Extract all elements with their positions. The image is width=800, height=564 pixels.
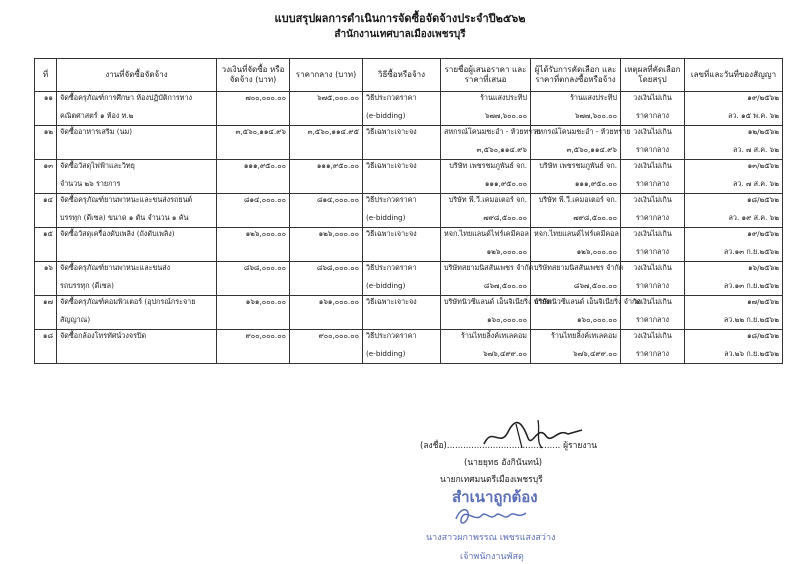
cell-no xyxy=(35,126,57,160)
cell-bidder-line1: บริษัทนิวซีแลนด์ เอ็นจิเนียริ่ง จำกัด xyxy=(444,297,552,306)
cell-bidder xyxy=(441,262,534,296)
cell-budget xyxy=(217,330,290,364)
cell-budget-line1: ๓,๕๖๐,๑๑๔.๙๖ xyxy=(235,127,286,136)
cell-reason-line1: วงเงินไม่เกิน xyxy=(633,229,672,238)
cell-contract-line2: ลว. ๑๕ พ.ค. ๖๒ xyxy=(728,111,779,120)
cell-method-line1: วิธีเฉพาะเจาะจง xyxy=(366,161,417,170)
col-header-budget: วงเงินที่จัดซื้อ หรือจัดจ้าง (บาท) xyxy=(217,59,290,92)
cell-no xyxy=(35,228,57,262)
cell-no xyxy=(35,194,57,228)
cell-winner xyxy=(531,126,631,160)
cell-winner-line1: บริษัท เพชรชมภูพันธ์ จก. xyxy=(539,161,617,170)
cell-bidder-line1: บริษัท เพชรชมภูพันธ์ จก. xyxy=(449,161,527,170)
cell-winner-line2: ๗๙๘,๕๐๐.๐๐ xyxy=(573,213,617,222)
cell-reason-line2: ราคากลาง xyxy=(635,349,670,358)
cell-bidder-line2: ๑๒๖,๐๐๐.๐๐ xyxy=(486,247,527,256)
cell-no-line1: ๑๖ xyxy=(43,263,53,272)
cell-bidder xyxy=(441,126,541,160)
cell-contract xyxy=(685,92,783,126)
cell-winner-line2: ๘๖๗,๕๐๐.๐๐ xyxy=(573,281,617,290)
cell-bidder-line2: ๑๑๑,๙๕๐.๐๐ xyxy=(484,179,527,188)
cell-ref-price xyxy=(290,160,363,194)
cell-budget-line1: ๑๑๑,๙๕๐.๐๐ xyxy=(243,161,286,170)
cell-budget xyxy=(217,126,290,160)
cell-ref-price xyxy=(290,126,363,160)
cell-budget xyxy=(217,296,290,330)
cell-winner-line1: ร้านแสงประทีป xyxy=(570,93,617,102)
cell-item xyxy=(57,160,217,194)
cell-contract-line2: ลว.๒๒ ก.ย.๒๕๖๒ xyxy=(723,315,779,324)
cell-budget xyxy=(217,160,290,194)
cell-reason xyxy=(621,194,685,228)
cell-item-line2: บรรทุก (ดีเซล) ขนาด ๑ ตัน จำนวน ๑ คัน xyxy=(60,213,189,222)
cell-no-line1: ๑๗ xyxy=(43,297,53,306)
cell-no-line1: ๑๕ xyxy=(42,229,53,238)
cell-bidder-line1: บริษัทสยามนิสสันเพชร จำกัด xyxy=(444,263,534,272)
cell-ref-price xyxy=(290,228,363,262)
certifier-position: เจ้าพนักงานพัสดุ xyxy=(460,552,524,562)
table-row xyxy=(35,92,783,126)
cell-item-line2: รถบรรทุก (ดีเซล) xyxy=(60,281,114,290)
cell-method xyxy=(363,194,441,228)
cell-winner-line2: ๖๗๗,๖๐๐.๐๐ xyxy=(574,111,617,120)
cell-bidder-line2: ๓,๕๖๐,๑๑๔.๙๖ xyxy=(476,145,527,154)
col-header-contract: เลขที่และวันที่ของสัญญา xyxy=(685,59,783,92)
cell-budget xyxy=(217,92,290,126)
cell-budget-line1: ๘๖๘,๐๐๐.๐๐ xyxy=(243,263,286,272)
col-header-no: ที่ xyxy=(35,59,57,92)
cell-bidder-line1: หจก.ไทยแลนด์ไฟร์เคมีคอล xyxy=(444,229,529,238)
cell-contract xyxy=(685,262,783,296)
cell-item xyxy=(57,194,217,228)
cell-budget-line1: ๗๐๐,๐๐๐.๐๐ xyxy=(245,93,286,102)
col-header-bidders: รายชื่อผู้เสนอราคา และราคาที่เสนอ xyxy=(441,59,531,92)
cell-reason-line1: วงเงินไม่เกิน xyxy=(633,331,672,340)
cell-bidder xyxy=(441,296,552,330)
cell-reason-line2: ราคากลาง xyxy=(635,213,670,222)
cell-bidder xyxy=(441,330,531,364)
cell-ref-price xyxy=(290,330,363,364)
cell-winner xyxy=(531,160,621,194)
certified-copy-stamp: สำเนาถูกต้อง xyxy=(452,488,538,506)
cell-reason-line1: วงเงินไม่เกิน xyxy=(633,161,672,170)
table-row xyxy=(35,160,783,194)
cell-winner xyxy=(531,330,621,364)
cell-ref-price xyxy=(290,194,363,228)
cell-contract-line1: ๑๙/๒๕๖๒ xyxy=(747,229,779,238)
cell-method xyxy=(363,160,441,194)
cell-contract xyxy=(685,296,783,330)
cell-bidder-line1: ร้านแสงประทีป xyxy=(480,93,527,102)
table-row xyxy=(35,296,783,330)
cell-contract xyxy=(685,330,783,364)
cell-winner-line1: บริษัทสยามนิสสันเพชร จำกัด xyxy=(534,263,624,272)
signer-position: นายกเทศมนตรีเมืองเพชรบุรี xyxy=(440,475,543,485)
cell-item-line1: จัดซื้อวัสดุเครื่องดับเพลิง (ถังดับเพลิง) xyxy=(60,229,175,238)
page-subtitle: สำนักงานเทศบาลเมืองเพชรบุรี xyxy=(334,29,466,40)
cell-winner-line2: ๑๖๐,๐๐๐.๐๐ xyxy=(576,315,617,324)
cell-method-line1: วิธีประกวดราคา xyxy=(366,93,417,102)
cell-method xyxy=(363,228,441,262)
cell-item-line1: จัดซื้อครุภัณฑ์คอมพิวเตอร์ (อุปกรณ์กระจาย xyxy=(60,297,196,306)
cell-contract xyxy=(685,194,783,228)
cell-winner-line2: ๖๗๖,๔๙๙.๐๐ xyxy=(573,349,617,358)
cell-ref-price xyxy=(290,262,363,296)
cell-contract-line2: ลว.๑๓ ก.ย.๒๕๖๒ xyxy=(723,281,779,290)
cell-ref-price-line1: ๑๑๑,๙๕๐.๐๐ xyxy=(316,161,359,170)
cell-winner xyxy=(531,262,624,296)
cell-bidder-line2: ๘๖๗,๕๐๐.๐๐ xyxy=(483,281,527,290)
cell-method xyxy=(363,262,441,296)
cell-reason-line2: ราคากลาง xyxy=(635,247,670,256)
cell-no xyxy=(35,330,57,364)
cell-budget-line1: ๑๒๖,๐๐๐.๐๐ xyxy=(245,229,286,238)
cell-reason-line2: ราคากลาง xyxy=(635,281,670,290)
cell-contract xyxy=(685,160,783,194)
cell-item xyxy=(57,262,217,296)
cell-reason-line2: ราคากลาง xyxy=(635,145,670,154)
cell-no xyxy=(35,92,57,126)
cell-ref-price xyxy=(290,296,363,330)
cell-bidder xyxy=(441,160,531,194)
cell-method-line1: วิธีประกวดราคา xyxy=(366,331,417,340)
cell-reason xyxy=(621,228,685,262)
cell-reason-line1: วงเงินไม่เกิน xyxy=(633,93,672,102)
cell-item xyxy=(57,126,217,160)
cell-no xyxy=(35,296,57,330)
cell-budget-line1: ๑๖๑,๐๐๐.๐๐ xyxy=(245,297,286,306)
page-title: แบบสรุปผลการดำเนินการจัดซื้อจัดจ้างประจำปี๒๕๖๒ xyxy=(274,12,526,25)
handwritten-signature xyxy=(478,418,588,452)
cell-budget xyxy=(217,262,290,296)
col-header-reason: เหตุผลที่คัดเลือก โดยสรุป xyxy=(621,59,685,92)
cell-item-line1: จัดซื้ออาหารเสริม (นม) xyxy=(60,127,133,136)
cell-no-line1: ๑๔ xyxy=(42,195,53,204)
cell-reason-line2: ราคากลาง xyxy=(635,179,670,188)
cell-reason-line2: ราคากลาง xyxy=(635,111,670,120)
cell-bidder-line1: ร้านไทยลิ้งค์เทเลคอม xyxy=(460,331,527,340)
cell-contract-line2: ลว.๒๖ ก.ย.๒๕๖๒ xyxy=(724,349,779,358)
cell-reason xyxy=(621,126,685,160)
cell-winner-line2: ๓,๕๖๐,๑๑๔.๙๖ xyxy=(566,145,617,154)
cell-budget xyxy=(217,228,290,262)
cell-contract-line1: ๑๓/๒๕๖๒ xyxy=(747,161,779,170)
cell-contract xyxy=(685,228,783,262)
certifier-name: นางสาวผกาพรรณ เพชรแสงสว่าง xyxy=(426,533,556,543)
cell-method-line2: (e-bidding) xyxy=(366,213,406,222)
table-row xyxy=(35,126,783,160)
cell-method xyxy=(363,330,441,364)
cell-reason-line1: วงเงินไม่เกิน xyxy=(633,127,672,136)
cell-contract-line2: ลว. ๗ ส.ค. ๖๒ xyxy=(732,145,779,154)
cell-reason-line1: วงเงินไม่เกิน xyxy=(633,297,672,306)
table-header-row xyxy=(35,59,783,92)
cell-ref-price-line1: ๓,๕๖๐,๑๑๔.๙๕ xyxy=(307,127,359,136)
cell-contract-line1: ๑๙/๒๕๖๒ xyxy=(747,93,779,102)
cell-bidder-line1: บริษัท พี.วี.เคมอเตอร์ จก. xyxy=(448,195,527,204)
cell-contract-line2: ลว.๑๓ ก.ย.๒๕๖๒ xyxy=(723,247,779,256)
cell-contract-line1: ๑๘/๒๕๖๒ xyxy=(746,331,779,340)
col-header-winner: ผู้ได้รับการคัดเลือก และราคาที่ตกลงซื้อหรือจ้าง xyxy=(531,59,621,92)
signature-suffix: ผู้รายงาน xyxy=(563,441,598,451)
cell-ref-price-line1: ๑๒๖,๐๐๐.๐๐ xyxy=(318,229,359,238)
cell-winner-line1: ร้านไทยลิ้งค์เทเลคอม xyxy=(550,331,617,340)
table-row xyxy=(35,262,783,296)
cell-method-line1: วิธีเฉพาะเจาะจง xyxy=(366,229,417,238)
cell-item-line1: จัดซื้อกล้องโทรทัศน์วงจรปิด xyxy=(60,331,147,340)
cell-method xyxy=(363,296,441,330)
cell-bidder-line2: ๑๖๐,๐๐๐.๐๐ xyxy=(486,315,527,324)
cell-winner-line1: สหกรณ์โคนมชะอำ - ห้วยทราย xyxy=(534,127,631,136)
cell-bidder xyxy=(441,228,531,262)
cell-method-line1: วิธีเฉพาะเจาะจง xyxy=(366,297,417,306)
cell-budget-line1: ๙๐๐,๐๐๐.๐๐ xyxy=(245,331,286,340)
cell-method-line2: (e-bidding) xyxy=(366,349,406,358)
cell-method xyxy=(363,92,441,126)
cell-item xyxy=(57,330,217,364)
cell-item-line1: จัดซื้อครุภัณฑ์การศึกษา ห้องปฏิบัติการทาง xyxy=(60,93,193,102)
cell-no xyxy=(35,160,57,194)
cell-ref-price xyxy=(290,92,363,126)
cell-budget-line1: ๘๑๔,๐๐๐.๐๐ xyxy=(243,195,286,204)
cell-no-line1: ๑๑ xyxy=(43,93,53,102)
cell-no-line1: ๑๒ xyxy=(43,127,53,136)
cell-method xyxy=(363,126,441,160)
cell-ref-price-line1: ๑๖๑,๐๐๐.๐๐ xyxy=(318,297,359,306)
cell-bidder xyxy=(441,92,531,126)
cell-bidder-line1: สหกรณ์โคนมชะอำ - ห้วยทราย xyxy=(444,127,541,136)
cell-item-line2: คณิตศาสตร์ ๑ ห้อง ท.๒ xyxy=(60,111,134,120)
cell-winner-line2: ๑๒๖,๐๐๐.๐๐ xyxy=(576,247,617,256)
cell-contract-line1: ๑๒/๒๕๖๒ xyxy=(747,127,779,136)
cell-reason xyxy=(621,262,685,296)
cell-no-line1: ๑๘ xyxy=(42,331,53,340)
table-row xyxy=(35,228,783,262)
cell-method-line1: วิธีเฉพาะเจาะจง xyxy=(366,127,417,136)
cell-winner-line2: ๑๑๑,๙๕๐.๐๐ xyxy=(574,179,617,188)
cell-reason-line1: วงเงินไม่เกิน xyxy=(633,263,672,272)
cell-contract-line1: ๑๘/๒๕๖๒ xyxy=(746,195,779,204)
cell-reason-line1: วงเงินไม่เกิน xyxy=(633,195,672,204)
cell-bidder xyxy=(441,194,531,228)
cell-winner xyxy=(531,296,642,330)
cell-item-line1: จัดซื้อวัสดุไฟฟ้าและวิทยุ xyxy=(60,161,135,170)
cell-item xyxy=(57,296,217,330)
signer-name: (นายยุทธ อังกินันทน์) xyxy=(464,458,543,468)
cell-reason xyxy=(621,160,685,194)
cell-winner-line1: บริษัท พี.วี.เคมอเตอร์ จก. xyxy=(538,195,617,204)
cell-method-line2: (e-bidding) xyxy=(366,111,406,120)
cell-item-line2: สัญญาณ) xyxy=(60,315,91,324)
cell-contract-line1: ๑๗/๒๕๖๒ xyxy=(747,297,779,306)
cell-bidder-line2: ๗๙๘,๕๐๐.๐๐ xyxy=(483,213,527,222)
table-row xyxy=(35,194,783,228)
cell-no xyxy=(35,262,57,296)
cell-ref-price-line1: ๖๗๕,๐๐๐.๐๐ xyxy=(317,93,359,102)
cell-item xyxy=(57,228,217,262)
col-header-ref-price: ราคากลาง (บาท) xyxy=(290,59,363,92)
cell-ref-price-line1: ๘๖๘,๐๐๐.๐๐ xyxy=(316,263,359,272)
col-header-method: วิธีซื้อหรือจ้าง xyxy=(363,59,441,92)
cell-item-line1: จัดซื้อครุภัณฑ์ยานพาหนะและขนส่ง xyxy=(60,263,171,272)
cell-item-line1: จัดซื้อครุภัณฑ์ยานพาหนะและขนส่งรถยนต์ xyxy=(60,195,193,204)
cell-method-line2: (e-bidding) xyxy=(366,281,406,290)
cell-reason xyxy=(621,92,685,126)
cell-winner xyxy=(531,92,621,126)
cell-item xyxy=(57,92,217,126)
cell-method-line1: วิธีประกวดราคา xyxy=(366,263,417,272)
cell-item-line2: จำนวน ๒๖ รายการ xyxy=(60,179,121,188)
cell-bidder-line2: ๖๗๖,๔๙๙.๐๐ xyxy=(483,349,527,358)
certifier-signature xyxy=(452,503,532,529)
cell-contract-line1: ๑๖/๒๕๖๒ xyxy=(747,263,779,272)
cell-ref-price-line1: ๙๐๐,๐๐๐.๐๐ xyxy=(318,331,359,340)
cell-winner-line1: หจก.ไทยแลนด์ไฟร์เคมีคอล xyxy=(534,229,619,238)
cell-ref-price-line1: ๘๑๔,๐๐๐.๐๐ xyxy=(316,195,359,204)
cell-contract xyxy=(685,126,783,160)
cell-reason-line2: ราคากลาง xyxy=(635,315,670,324)
signature-prefix: (ลงชื่อ).......................................... xyxy=(420,441,561,451)
cell-winner xyxy=(531,228,621,262)
cell-method-line1: วิธีประกวดราคา xyxy=(366,195,417,204)
col-header-item: งานที่จัดซื้อจัดจ้าง xyxy=(57,59,217,92)
cell-reason xyxy=(621,330,685,364)
cell-budget xyxy=(217,194,290,228)
cell-no-line1: ๑๓ xyxy=(43,161,53,170)
table-row xyxy=(35,330,783,364)
cell-contract-line2: ลว. ๗ ส.ค. ๖๒ xyxy=(732,179,779,188)
cell-winner-line1: บริษัทนิวซีแลนด์ เอ็นจิเนียริ่ง จำกัด xyxy=(534,297,642,306)
cell-winner xyxy=(531,194,621,228)
cell-contract-line2: ลว. ๑๙ ส.ค. ๖๒ xyxy=(728,213,779,222)
cell-bidder-line2: ๖๗๗,๖๐๐.๐๐ xyxy=(484,111,527,120)
procurement-table xyxy=(34,58,783,364)
